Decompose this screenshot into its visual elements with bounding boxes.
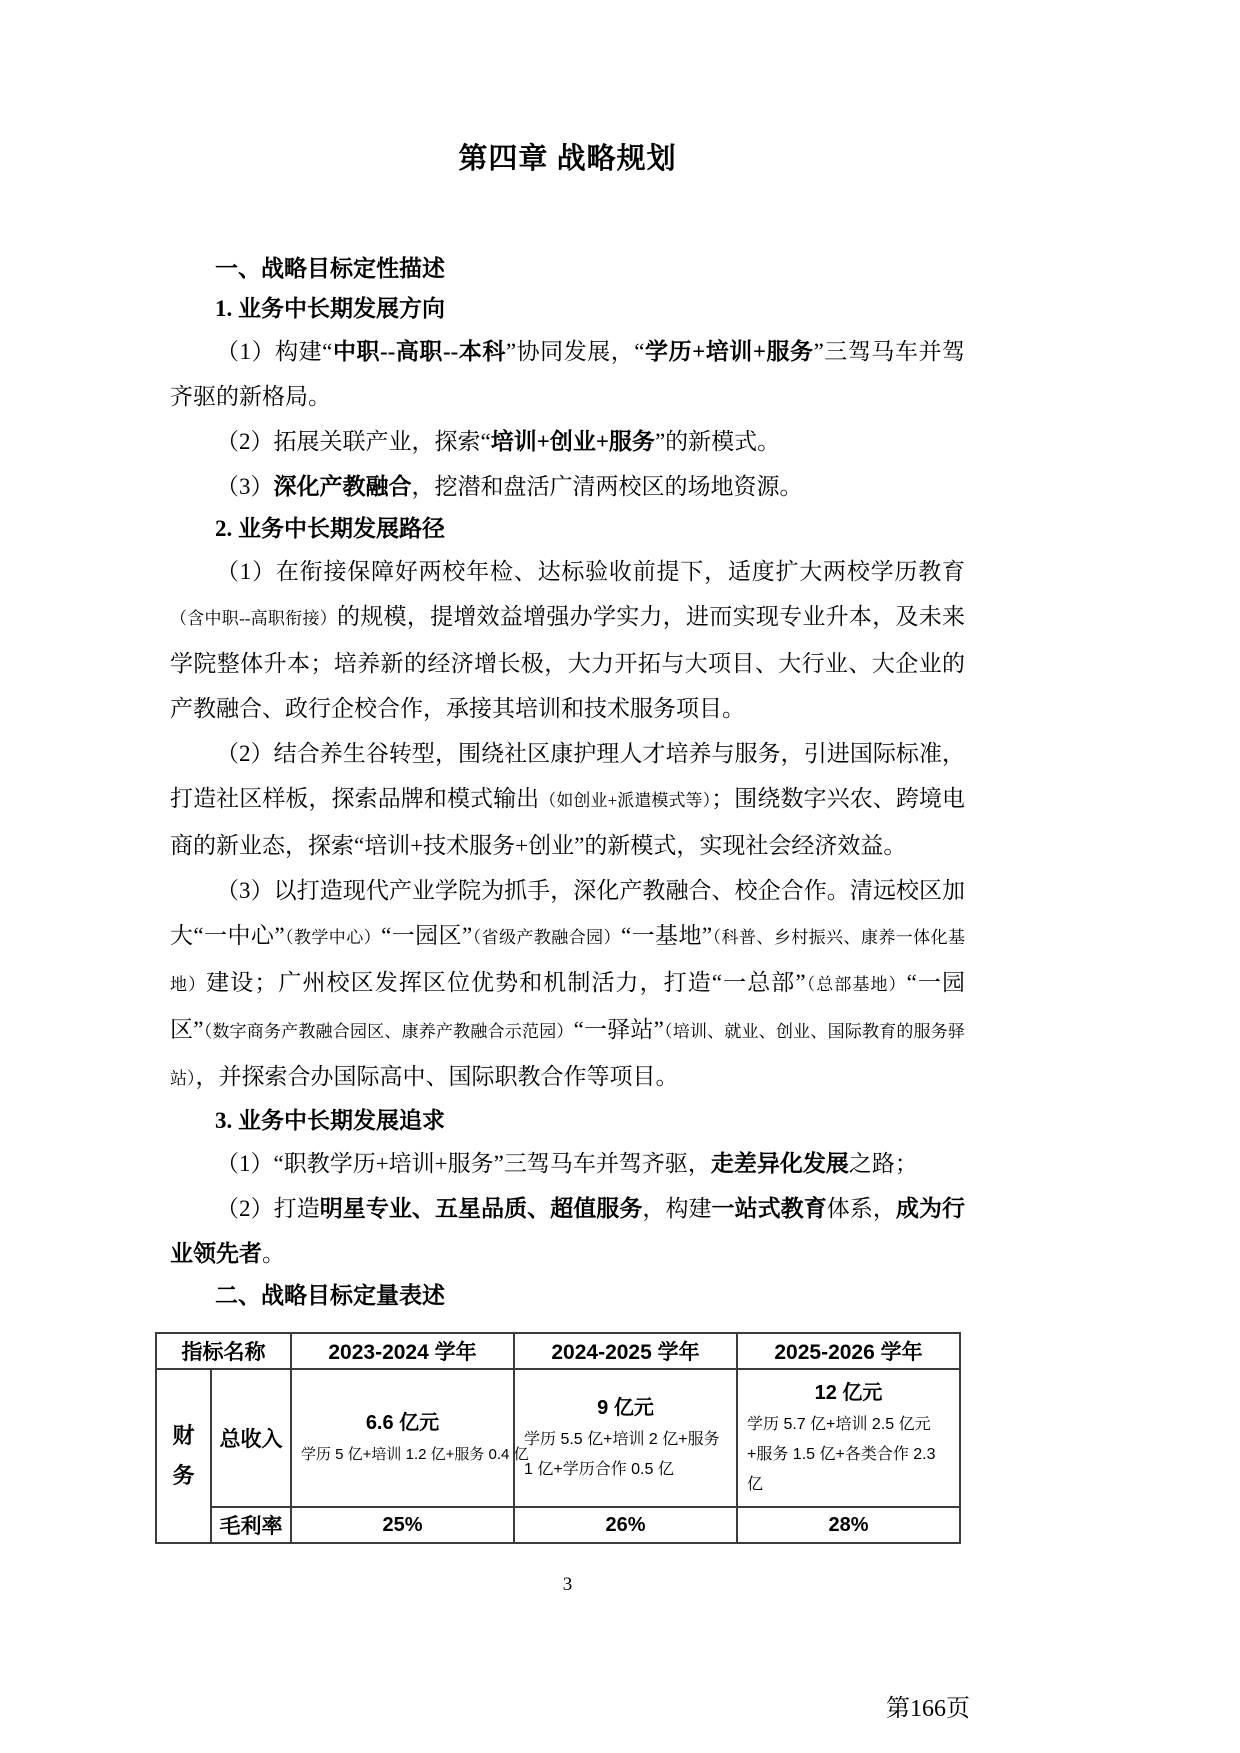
table-row-revenue <box>156 1369 960 1507</box>
paragraph-direction-2: （2）拓展关联产业，探索“培训+创业+服务”的新模式。 <box>216 429 781 454</box>
table-row-margin <box>156 1507 960 1543</box>
table-header-year-2025-2026: 2025-2026 学年 <box>737 1333 960 1369</box>
section-heading-qualitative: 一、战略目标定性描述 <box>215 256 445 281</box>
table-cell-revenue-2024 <box>514 1369 737 1507</box>
paragraph-path-1: （1）在衔接保障好两校年检、达标验收前提下，适度扩大两校学历教育（含中职--高职衔接）的规模，提增效益增强办学实力，进而实现专业升本，及未来学院整体升本；培养新的经济增长极，大力开拓与大项目、大行业、大企业的产教融合、政行企校合作，承接其培训和技术服务项目。 <box>170 559 966 721</box>
revenue-breakdown-2025: 学历 5.7 亿+培训 2.5 亿元+服务 1.5 亿+各类合作 2.3 亿 <box>747 1416 936 1493</box>
subsection-heading-direction: 1. 业务中长期发展方向 <box>215 296 445 321</box>
margin-2024: 26% <box>514 1507 737 1543</box>
table-cell-revenue-2023 <box>291 1369 529 1507</box>
revenue-breakdown-2023: 学历 5 亿+培训 1.2 亿+服务 0.4 亿 <box>301 1446 529 1463</box>
table-group-finance: 财务 <box>156 1369 211 1543</box>
paragraph-path-3: （3）以打造现代产业学院为抓手，深化产教融合、校企合作。清远校区加大“一中心”（教学中心）“一园区”（省级产教融合园）“一基地”（科普、乡村振兴、康养一体化基地）建设；广州校区发挥区位优势和机制活力，打造“一总部”（总部基地）“一园区”（数字商务产教融合园区、康养产教融合示范园）“一驿站”（培训、就业、创业、国际教育的服务驿站），并探索合办国际高中、国际职教合作等项目。 <box>170 878 966 1089</box>
page-number: 3 <box>562 1574 573 1595</box>
margin-2023: 25% <box>291 1507 514 1543</box>
paragraph-direction-1: （1）构建“中职--高职--本科”协同发展，“学历+培训+服务”三驾马车并驾齐驱的新格局。 <box>170 339 965 409</box>
subsection-heading-pursuit: 3. 业务中长期发展追求 <box>215 1108 445 1133</box>
subsection-heading-path: 2. 业务中长期发展路径 <box>215 516 445 541</box>
table-label-revenue: 总收入 <box>211 1369 291 1507</box>
table-header-year-2023-2024: 2023-2024 学年 <box>291 1333 514 1369</box>
paragraph-direction-3: （3）深化产教融合，挖潜和盘活广清两校区的场地资源。 <box>216 474 803 499</box>
table-header-year-2024-2025: 2024-2025 学年 <box>514 1333 737 1369</box>
revenue-breakdown-2024: 学历 5.5 亿+培训 2 亿+服务 1 亿+学历合作 0.5 亿 <box>524 1431 720 1478</box>
quantitative-target-table <box>155 1332 961 1544</box>
table-label-margin: 毛利率 <box>211 1507 291 1543</box>
revenue-total-2025: 12 亿元 <box>814 1382 883 1404</box>
footer-page-number: 第166页 <box>886 1696 970 1722</box>
margin-2025: 28% <box>737 1507 960 1543</box>
paragraph-pursuit-1: （1）“职教学历+培训+服务”三驾马车并驾齐驱，走差异化发展之路； <box>216 1151 918 1176</box>
revenue-total-2023: 6.6 亿元 <box>365 1412 440 1434</box>
section-heading-quantitative: 二、战略目标定量表述 <box>215 1283 445 1308</box>
table-header-indicator: 指标名称 <box>156 1333 291 1369</box>
quantitative-table-wrapper <box>155 1332 965 1544</box>
table-header-row <box>156 1333 960 1369</box>
paragraph-pursuit-2: （2）打造明星专业、五星品质、超值服务，构建一站式教育体系，成为行业领先者。 <box>170 1196 965 1266</box>
chapter-title: 第四章 战略规划 <box>458 143 677 175</box>
table-cell-revenue-2025 <box>737 1369 960 1507</box>
paragraph-path-2: （2）结合养生谷转型，围绕社区康护理人才培养与服务，引进国际标准，打造社区样板，探索品牌和模式输出（如创业+派遣模式等）；围绕数字兴农、跨境电商的新业态，探索“培训+技术服务+创业”的新模式，实现社会经济效益。 <box>170 741 966 858</box>
revenue-total-2024: 9 亿元 <box>597 1397 654 1419</box>
